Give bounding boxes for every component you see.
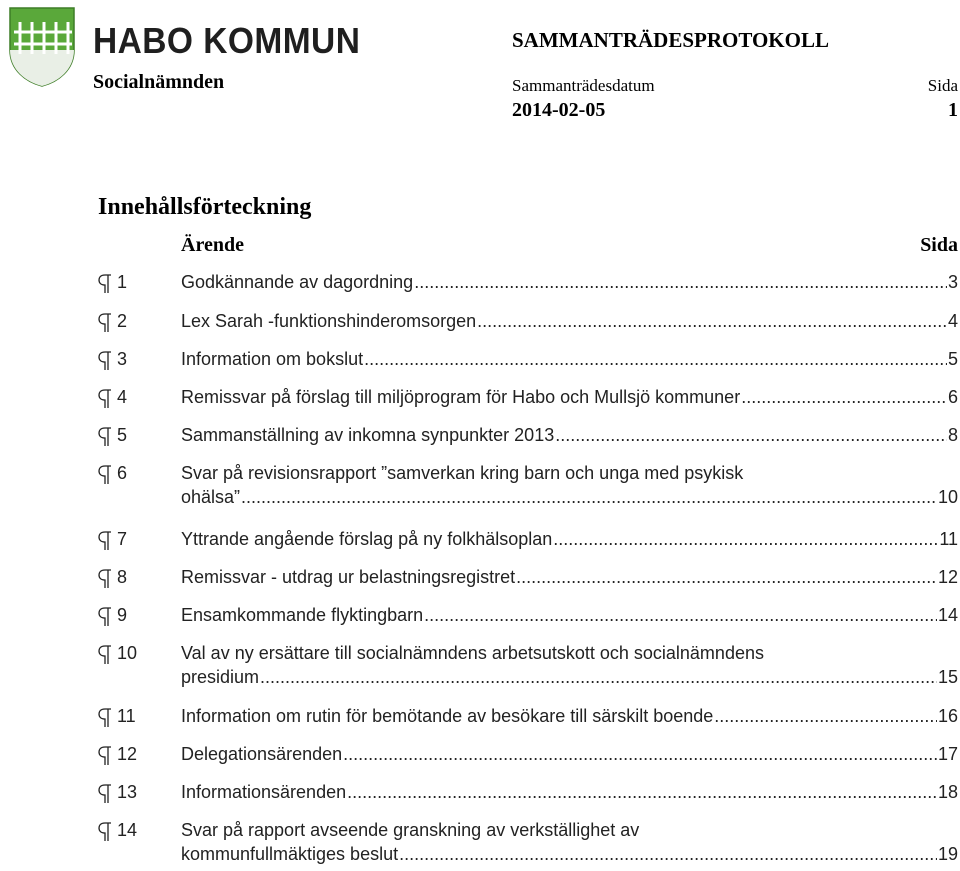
toc-entry-title-line: Val av ny ersättare till socialnämndens arbetsutskott och socialnämndens bbox=[181, 643, 764, 663]
toc-leader-dots bbox=[553, 529, 938, 550]
toc-leader-dots bbox=[399, 844, 937, 865]
toc-entry-title: Delegationsärenden bbox=[181, 744, 343, 764]
toc-entry-page: 12 bbox=[937, 567, 958, 587]
toc-leader-dots bbox=[343, 744, 937, 765]
toc-entry-number: 6 bbox=[117, 463, 128, 483]
document-title: SAMMANTRÄDESPROTOKOLL bbox=[512, 28, 829, 52]
toc-leader-dots bbox=[347, 782, 937, 803]
toc-leader-dots bbox=[477, 311, 947, 332]
toc-entry-page: 11 bbox=[939, 529, 958, 549]
paragraph-mark-icon bbox=[98, 645, 112, 665]
toc-entry-number: 4 bbox=[117, 387, 128, 407]
toc-entry-number: 12 bbox=[117, 744, 138, 764]
toc-title: Innehållsförteckning bbox=[98, 194, 312, 220]
toc-column-page: Sida bbox=[920, 234, 958, 256]
toc-entry-number: 10 bbox=[117, 643, 138, 663]
toc-entry-title: presidium bbox=[181, 667, 260, 687]
paragraph-mark-icon bbox=[98, 531, 112, 551]
toc-entry-page: 6 bbox=[947, 387, 958, 407]
toc-entry-number: 9 bbox=[117, 605, 128, 625]
toc-entry-number: 1 bbox=[117, 272, 128, 292]
page-label: Sida bbox=[927, 76, 958, 95]
toc-entry-page: 14 bbox=[937, 605, 958, 625]
paragraph-mark-icon bbox=[98, 351, 112, 371]
page-number: 1 bbox=[948, 99, 958, 121]
toc-entry-number: 13 bbox=[117, 782, 138, 802]
toc-entry-number: 3 bbox=[117, 349, 128, 369]
toc-entry-title: Remissvar - utdrag ur belastningsregistret bbox=[181, 567, 516, 587]
toc-entry-title: Godkännande av dagordning bbox=[181, 272, 414, 292]
toc-leader-dots bbox=[364, 349, 947, 370]
toc-leader-dots bbox=[741, 387, 947, 408]
department-name: Socialnämnden bbox=[93, 71, 225, 93]
toc-leader-dots bbox=[414, 272, 947, 293]
toc-entry-title: Information om bokslut bbox=[181, 349, 364, 369]
meeting-date: 2014-02-05 bbox=[512, 99, 606, 121]
toc-entry-number: 7 bbox=[117, 529, 128, 549]
toc-leader-dots bbox=[555, 425, 947, 446]
toc-entry-title: kommunfullmäktiges beslut bbox=[181, 844, 399, 864]
toc-leader-dots bbox=[241, 487, 937, 508]
toc-leader-dots bbox=[260, 667, 937, 688]
toc-entry-number: 5 bbox=[117, 425, 128, 445]
toc-entry-title: Ensamkommande flyktingbarn bbox=[181, 605, 424, 625]
toc-entry-title: Sammanställning av inkomna synpunkter 2013 bbox=[181, 425, 555, 445]
toc-entry-number: 2 bbox=[117, 311, 128, 331]
toc-entry-page: 8 bbox=[947, 425, 958, 445]
toc-entry-number: 14 bbox=[117, 820, 138, 840]
toc-entry-page: 17 bbox=[937, 744, 958, 764]
toc-entry-page: 10 bbox=[937, 487, 958, 507]
paragraph-mark-icon bbox=[98, 465, 112, 485]
toc-entry-number: 11 bbox=[117, 706, 136, 726]
toc-entry-page: 5 bbox=[947, 349, 958, 369]
paragraph-mark-icon bbox=[98, 427, 112, 447]
paragraph-mark-icon bbox=[98, 746, 112, 766]
habo-coat-of-arms-logo bbox=[6, 4, 78, 88]
toc-column-matter: Ärende bbox=[181, 234, 244, 256]
meeting-date-label: Sammanträdesdatum bbox=[512, 76, 655, 95]
toc-entry-number: 8 bbox=[117, 567, 128, 587]
toc-entry-title-line: Svar på revisionsrapport ”samverkan kring barn och unga med psykisk bbox=[181, 463, 744, 483]
paragraph-mark-icon bbox=[98, 822, 112, 842]
toc-entry-page: 19 bbox=[937, 844, 958, 864]
toc-entry-title: Information om rutin för bemötande av besökare till särskilt boende bbox=[181, 706, 714, 726]
paragraph-mark-icon bbox=[98, 389, 112, 409]
toc-entry-page: 15 bbox=[937, 667, 958, 687]
paragraph-mark-icon bbox=[98, 313, 112, 333]
toc-entry-title: ohälsa” bbox=[181, 487, 241, 507]
paragraph-mark-icon bbox=[98, 708, 112, 728]
toc-entry-page: 16 bbox=[937, 706, 958, 726]
paragraph-mark-icon bbox=[98, 784, 112, 804]
brand-name: HABO KOMMUN bbox=[93, 20, 361, 61]
toc-leader-dots bbox=[714, 706, 937, 727]
toc-entry-title: Informationsärenden bbox=[181, 782, 347, 802]
toc-entry-title-line: Svar på rapport avseende granskning av verkställighet av bbox=[181, 820, 640, 840]
toc-entry-page: 18 bbox=[937, 782, 958, 802]
toc-entry-title: Yttrande angående förslag på ny folkhälsoplan bbox=[181, 529, 553, 549]
toc-leader-dots bbox=[516, 567, 937, 588]
toc-entry-page: 4 bbox=[947, 311, 958, 331]
toc-entry-page: 3 bbox=[947, 272, 958, 292]
toc-entry-title: Remissvar på förslag till miljöprogram för Habo och Mullsjö kommuner bbox=[181, 387, 741, 407]
paragraph-mark-icon bbox=[98, 569, 112, 589]
paragraph-mark-icon bbox=[98, 607, 112, 627]
toc-leader-dots bbox=[424, 605, 937, 626]
toc-entry-title: Lex Sarah -funktionshinderomsorgen bbox=[181, 311, 477, 331]
paragraph-mark-icon bbox=[98, 274, 112, 294]
